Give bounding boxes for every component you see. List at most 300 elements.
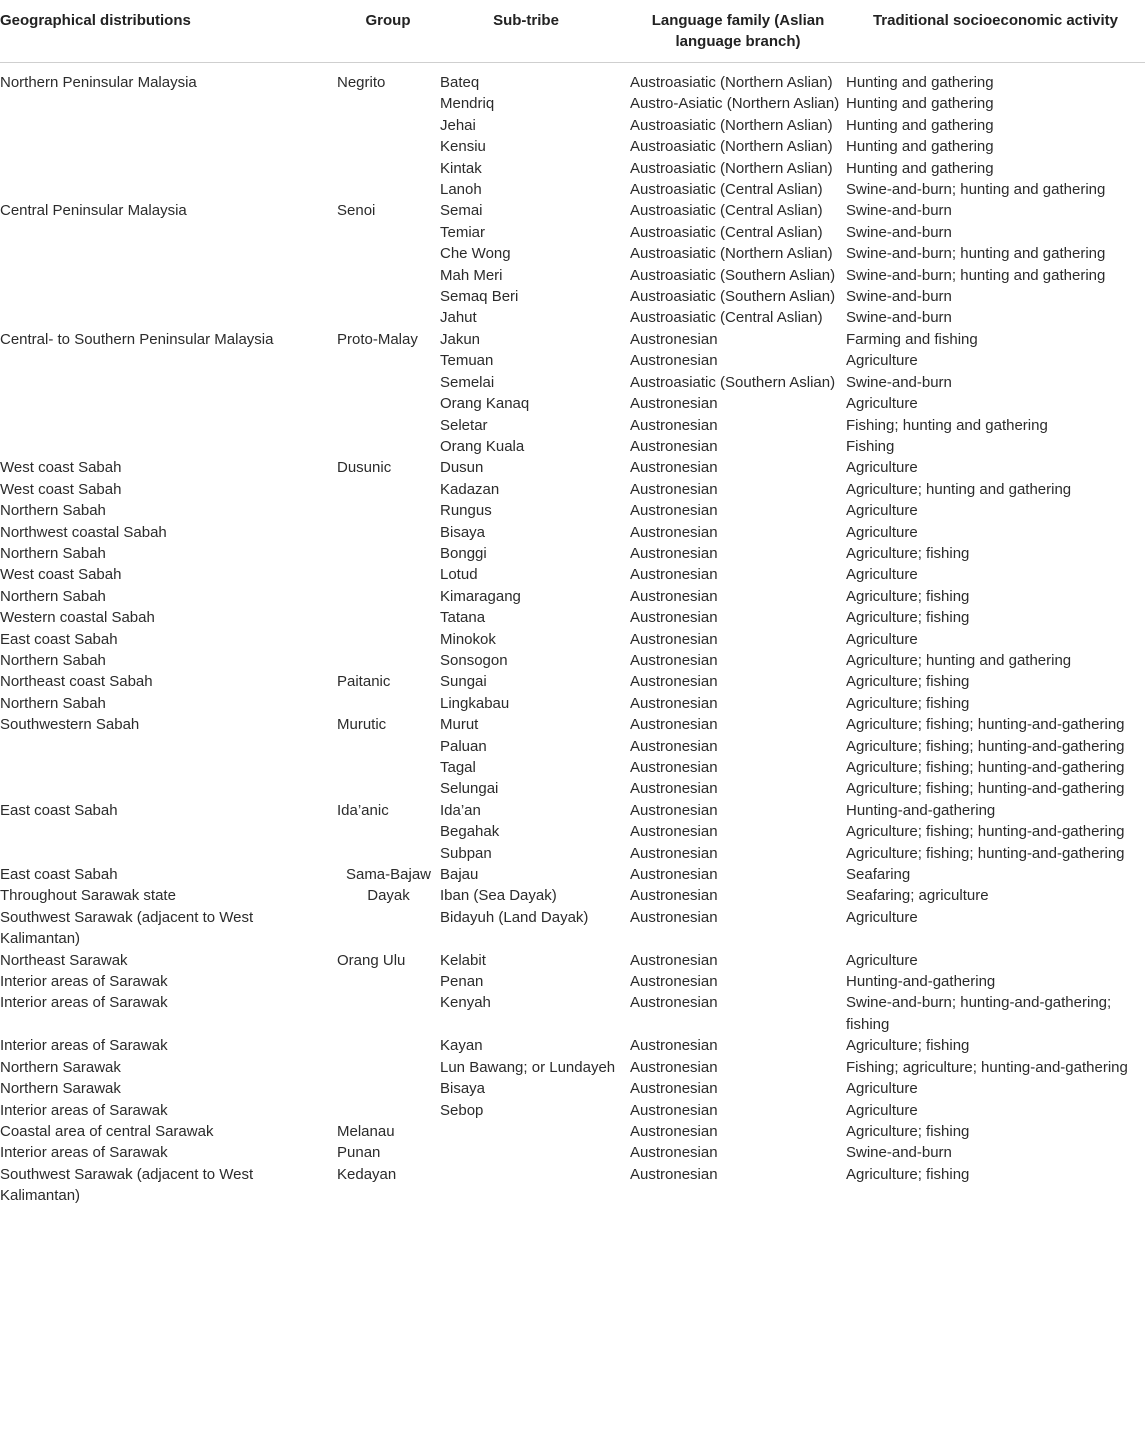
- language-cell: Austronesian: [630, 502, 718, 520]
- language-cell: Austronesian: [630, 823, 718, 841]
- language-cell: Austroasiatic (Southern Aslian): [630, 266, 836, 284]
- sub-tribe-cell: Kensiu: [440, 138, 486, 156]
- sub-tribe-cell: Semai: [440, 202, 483, 220]
- sub-tribe-cell: Kimaragang: [440, 587, 521, 605]
- activity-cell: Agriculture; fishing: [846, 587, 970, 605]
- language-cell: Austroasiatic (Central Aslian): [630, 181, 823, 199]
- activity-cell: Agriculture: [846, 352, 918, 370]
- language-cell: Austronesian: [630, 1144, 718, 1162]
- activity-cell: Agriculture; fishing: [846, 694, 970, 712]
- geo-cell: Interior areas of Sarawak: [0, 1037, 168, 1055]
- sub-tribe-cell: Dusun: [440, 459, 484, 477]
- sub-tribe-cell: Kenyah: [440, 994, 491, 1012]
- activity-cell: Agriculture; fishing: [846, 1165, 970, 1183]
- activity-cell: Agriculture; fishing; hunting-and-gathering: [846, 823, 1125, 841]
- language-cell: Austronesian: [630, 523, 718, 541]
- sub-tribe-cell: Minokok: [440, 630, 496, 648]
- activity-cell: Seafaring: [846, 866, 911, 884]
- header-sub-tribe: Sub-tribe: [440, 0, 630, 63]
- activity-cell: Agriculture: [846, 502, 918, 520]
- geo-cell: [0, 243, 336, 264]
- group-cell: Melanau: [337, 1122, 395, 1140]
- group-cell: [336, 543, 440, 564]
- language-cell: Austroasiatic (Central Aslian): [630, 223, 823, 241]
- group-cell: [336, 136, 440, 157]
- activity-cell: Swine-and-burn: [846, 223, 952, 241]
- sub-tribe-cell: Kintak: [440, 159, 482, 177]
- group-cell: Orang Ulu: [337, 951, 406, 969]
- activity-cell: Hunting-and-gathering: [846, 973, 996, 991]
- group-cell: [336, 907, 440, 950]
- table-row: [0, 714, 1145, 735]
- activity-cell: Agriculture; fishing: [846, 544, 970, 562]
- geo-cell: Northern Sarawak: [0, 1080, 121, 1098]
- sub-tribe-cell: Sonsogon: [440, 651, 508, 669]
- geo-cell: [0, 158, 336, 179]
- sub-tribe-cell: Bisaya: [440, 523, 486, 541]
- group-cell: [336, 286, 440, 307]
- activity-cell: Hunting and gathering: [846, 116, 994, 134]
- group-cell: [336, 992, 440, 1035]
- sub-tribe-cell: Penan: [440, 973, 484, 991]
- language-cell: Austronesian: [630, 395, 718, 413]
- language-cell: Austronesian: [630, 566, 718, 584]
- group-cell: [336, 971, 440, 992]
- group-cell: Murutic: [337, 716, 387, 734]
- language-cell: Austronesian: [630, 1165, 718, 1183]
- language-cell: Austronesian: [630, 459, 718, 477]
- activity-cell: Hunting and gathering: [846, 138, 994, 156]
- geo-cell: [0, 778, 336, 799]
- group-cell: [336, 693, 440, 714]
- table-header: [0, 0, 1145, 63]
- table-row: [0, 1142, 1145, 1163]
- table-row: [0, 329, 1145, 350]
- group-cell: Ida’anic: [337, 801, 389, 819]
- activity-cell: Agriculture: [846, 566, 918, 584]
- table-row: [0, 1057, 1145, 1078]
- geo-cell: Interior areas of Sarawak: [0, 1101, 168, 1119]
- table-row: [0, 843, 1145, 864]
- sub-tribe-cell: Seletar: [440, 416, 488, 434]
- group-cell: [336, 179, 440, 200]
- language-cell: Austronesian: [630, 801, 718, 819]
- activity-cell: Swine-and-burn: [846, 309, 952, 327]
- sub-tribe-cell: Semaq Beri: [440, 288, 519, 306]
- geo-cell: [0, 307, 336, 328]
- language-cell: Austronesian: [630, 908, 718, 926]
- sub-tribe-cell: [440, 1121, 630, 1142]
- language-cell: Austronesian: [630, 973, 718, 991]
- sub-tribe-cell: Kadazan: [440, 480, 500, 498]
- geo-cell: Northeast Sarawak: [0, 951, 128, 969]
- activity-cell: Swine-and-burn: [846, 202, 952, 220]
- sub-tribe-cell: Murut: [440, 716, 479, 734]
- table-row: [0, 800, 1145, 821]
- group-cell: [336, 479, 440, 500]
- group-cell: [336, 843, 440, 864]
- group-cell: [336, 243, 440, 264]
- activity-cell: Swine-and-burn; hunting-and-gathering; fishing: [846, 994, 1112, 1033]
- table-row: [0, 457, 1145, 478]
- table-row: [0, 522, 1145, 543]
- geo-cell: [0, 393, 336, 414]
- table-row: [0, 500, 1145, 521]
- sub-tribe-cell: Bidayuh (Land Dayak): [440, 908, 589, 926]
- table-row: [0, 992, 1145, 1035]
- group-cell: [336, 93, 440, 114]
- activity-cell: Agriculture; fishing: [846, 673, 970, 691]
- geo-cell: [0, 436, 336, 457]
- group-cell: [336, 1078, 440, 1099]
- table-row: [0, 179, 1145, 200]
- activity-cell: Agriculture; fishing; hunting-and-gathering: [846, 716, 1125, 734]
- language-cell: Austronesian: [630, 437, 718, 455]
- group-cell: [336, 1035, 440, 1056]
- group-cell: [336, 607, 440, 628]
- geo-cell: Interior areas of Sarawak: [0, 994, 168, 1012]
- activity-cell: Agriculture: [846, 1101, 918, 1119]
- group-cell: Senoi: [337, 202, 376, 220]
- activity-cell: Agriculture: [846, 630, 918, 648]
- group-cell: [336, 778, 440, 799]
- group-cell: [336, 222, 440, 243]
- sub-tribe-cell: Temuan: [440, 352, 494, 370]
- geo-cell: Northern Peninsular Malaysia: [0, 74, 197, 91]
- table-row: [0, 821, 1145, 842]
- sub-tribe-cell: Jakun: [440, 330, 481, 348]
- geo-cell: [0, 265, 336, 286]
- geo-cell: East coast Sabah: [0, 801, 118, 819]
- activity-cell: Farming and fishing: [846, 330, 978, 348]
- group-cell: [336, 158, 440, 179]
- table-row: [0, 1078, 1145, 1099]
- activity-cell: Agriculture; hunting and gathering: [846, 651, 1072, 669]
- activity-cell: Agriculture; fishing: [846, 609, 970, 627]
- language-cell: Austronesian: [630, 480, 718, 498]
- group-cell: [336, 415, 440, 436]
- table-row: [0, 885, 1145, 906]
- geo-cell: [0, 286, 336, 307]
- table-row: [0, 372, 1145, 393]
- language-cell: Austronesian: [630, 1101, 718, 1119]
- activity-cell: Swine-and-burn; hunting and gathering: [846, 266, 1106, 284]
- sub-tribe-cell: Mah Meri: [440, 266, 503, 284]
- sub-tribe-cell: Jehai: [440, 116, 476, 134]
- sub-tribe-cell: Lotud: [440, 566, 478, 584]
- activity-cell: Fishing; agriculture; hunting-and-gathering: [846, 1058, 1128, 1076]
- table-row: [0, 864, 1145, 885]
- geo-cell: West coast Sabah: [0, 566, 122, 584]
- language-cell: Austronesian: [630, 716, 718, 734]
- activity-cell: Agriculture; fishing; hunting-and-gathering: [846, 780, 1125, 798]
- language-cell: Austronesian: [630, 1122, 718, 1140]
- table-row: [0, 115, 1145, 136]
- table-row: [0, 693, 1145, 714]
- sub-tribe-cell: [440, 1142, 630, 1163]
- table-row: [0, 1100, 1145, 1121]
- activity-cell: Seafaring; agriculture: [846, 887, 989, 905]
- sub-tribe-cell: Ida’an: [440, 801, 481, 819]
- activity-cell: Agriculture: [846, 459, 918, 477]
- group-cell: [336, 436, 440, 457]
- activity-cell: Agriculture; hunting and gathering: [846, 480, 1072, 498]
- activity-cell: Agriculture; fishing: [846, 1037, 970, 1055]
- group-cell: Sama-Bajaw: [345, 866, 432, 884]
- language-cell: Austronesian: [630, 587, 718, 605]
- geo-cell: Southwest Sarawak (adjacent to West Kalimantan): [0, 1165, 254, 1205]
- geo-cell: Central- to Southern Peninsular Malaysia: [0, 330, 274, 348]
- language-cell: Austroasiatic (Northern Aslian): [630, 74, 833, 91]
- geo-cell: Northern Sabah: [0, 544, 106, 562]
- activity-cell: Hunting and gathering: [846, 159, 994, 177]
- geo-cell: [0, 136, 336, 157]
- activity-cell: Agriculture: [846, 908, 918, 926]
- activity-cell: Agriculture: [846, 951, 918, 969]
- language-cell: Austroasiatic (Northern Aslian): [630, 138, 833, 156]
- table-row: [0, 950, 1145, 971]
- group-cell: [336, 629, 440, 650]
- table-row: [0, 286, 1145, 307]
- activity-cell: Swine-and-burn; hunting and gathering: [846, 245, 1106, 263]
- geo-cell: Western coastal Sabah: [0, 609, 155, 627]
- sub-tribe-cell: Paluan: [440, 737, 487, 755]
- table-row: [0, 607, 1145, 628]
- table-row: [0, 63, 1145, 94]
- group-cell: Paitanic: [337, 673, 391, 691]
- sub-tribe-cell: Semelai: [440, 373, 495, 391]
- sub-tribe-cell: Che Wong: [440, 245, 511, 263]
- geo-cell: [0, 350, 336, 371]
- language-cell: Austronesian: [630, 544, 718, 562]
- activity-cell: Hunting-and-gathering: [846, 801, 996, 819]
- table-row: [0, 778, 1145, 799]
- geo-cell: [0, 736, 336, 757]
- activity-cell: Agriculture: [846, 1080, 918, 1098]
- language-cell: Austronesian: [630, 866, 718, 884]
- geo-cell: Interior areas of Sarawak: [0, 1144, 168, 1162]
- geo-cell: [0, 115, 336, 136]
- language-cell: Austronesian: [630, 994, 718, 1012]
- table-row: [0, 1164, 1145, 1207]
- sub-tribe-cell: Tagal: [440, 759, 476, 776]
- sub-tribe-cell: Kelabit: [440, 951, 486, 969]
- table-row: [0, 415, 1145, 436]
- geo-cell: Southwestern Sabah: [0, 716, 140, 734]
- activity-cell: Swine-and-burn: [846, 288, 952, 306]
- table-row: [0, 243, 1145, 264]
- sub-tribe-cell: Begahak: [440, 823, 500, 841]
- geo-cell: [0, 415, 336, 436]
- table-row: [0, 757, 1145, 778]
- table-row: [0, 265, 1145, 286]
- table-row: [0, 350, 1145, 371]
- sub-tribe-cell: Iban (Sea Dayak): [440, 887, 557, 905]
- table-row: [0, 650, 1145, 671]
- language-cell: Austroasiatic (Southern Aslian): [630, 373, 836, 391]
- group-cell: [336, 307, 440, 328]
- geo-cell: Northern Sarawak: [0, 1058, 121, 1076]
- language-cell: Austronesian: [630, 737, 718, 755]
- geo-cell: East coast Sabah: [0, 866, 118, 884]
- table-row: [0, 736, 1145, 757]
- activity-cell: Fishing; hunting and gathering: [846, 416, 1048, 434]
- geo-cell: [0, 843, 336, 864]
- geo-cell: Northeast coast Sabah: [0, 673, 153, 691]
- language-cell: Austroasiatic (Northern Aslian): [630, 245, 833, 263]
- language-cell: Austronesian: [630, 330, 718, 348]
- language-cell: Austronesian: [630, 1037, 718, 1055]
- group-cell: Kedayan: [337, 1165, 397, 1183]
- table-row: [0, 543, 1145, 564]
- language-cell: Austronesian: [630, 1058, 718, 1076]
- geo-cell: Northern Sabah: [0, 694, 106, 712]
- activity-cell: Agriculture: [846, 523, 918, 541]
- geo-cell: [0, 372, 336, 393]
- geo-cell: [0, 93, 336, 114]
- table-row: [0, 907, 1145, 950]
- geo-cell: Northern Sabah: [0, 651, 106, 669]
- sub-tribe-cell: Jahut: [440, 309, 477, 327]
- geo-cell: Southwest Sarawak (adjacent to West Kalimantan): [0, 908, 254, 948]
- activity-cell: Agriculture; fishing: [846, 1122, 970, 1140]
- sub-tribe-cell: Subpan: [440, 844, 492, 862]
- table-row: [0, 479, 1145, 500]
- table-row: [0, 393, 1145, 414]
- geo-cell: [0, 179, 336, 200]
- sub-tribe-cell: Lanoh: [440, 181, 482, 199]
- geo-cell: Central Peninsular Malaysia: [0, 202, 187, 220]
- group-cell: [336, 115, 440, 136]
- group-cell: [336, 500, 440, 521]
- header-row: [0, 0, 1145, 63]
- sub-tribe-cell: Orang Kuala: [440, 437, 525, 455]
- table-row: [0, 436, 1145, 457]
- language-cell: Austronesian: [630, 844, 718, 862]
- geo-cell: Northern Sabah: [0, 502, 106, 520]
- language-cell: Austro-Asiatic (Northern Aslian): [630, 95, 840, 113]
- sub-tribe-cell: Rungus: [440, 502, 492, 520]
- activity-cell: Hunting and gathering: [846, 74, 994, 91]
- sub-tribe-cell: Mendriq: [440, 95, 495, 113]
- header-language-family: Language family (Aslian language branch): [630, 0, 846, 63]
- sub-tribe-cell: Sebop: [440, 1101, 484, 1119]
- header-geographical-distributions: Geographical distributions: [0, 0, 336, 63]
- table-row: [0, 1035, 1145, 1056]
- sub-tribe-cell: Lingkabau: [440, 694, 510, 712]
- language-cell: Austronesian: [630, 1080, 718, 1098]
- geo-cell: Northwest coastal Sabah: [0, 523, 167, 541]
- activity-cell: Agriculture: [846, 395, 918, 413]
- language-cell: Austronesian: [630, 673, 718, 691]
- table-row: [0, 971, 1145, 992]
- table-row: [0, 93, 1145, 114]
- group-cell: [336, 564, 440, 585]
- group-cell: [336, 736, 440, 757]
- language-cell: Austroasiatic (Central Aslian): [630, 309, 823, 327]
- table-row: [0, 136, 1145, 157]
- group-cell: Punan: [337, 1144, 381, 1162]
- geo-cell: East coast Sabah: [0, 630, 118, 648]
- header-socioeconomic-activity: Traditional socioeconomic activity: [846, 0, 1145, 63]
- sub-tribe-cell: Bonggi: [440, 544, 487, 562]
- geo-cell: Interior areas of Sarawak: [0, 973, 168, 991]
- language-cell: Austroasiatic (Central Aslian): [630, 202, 823, 220]
- table-row: [0, 629, 1145, 650]
- group-cell: Proto-Malay: [337, 330, 418, 348]
- sub-tribe-cell: Sungai: [440, 673, 487, 691]
- language-cell: Austronesian: [630, 694, 718, 712]
- header-group: Group: [336, 0, 440, 63]
- table-row: [0, 586, 1145, 607]
- group-cell: Dusunic: [337, 459, 392, 477]
- geo-cell: Throughout Sarawak state: [0, 887, 176, 905]
- language-cell: Austronesian: [630, 780, 718, 798]
- language-cell: Austronesian: [630, 416, 718, 434]
- activity-cell: Agriculture; fishing; hunting-and-gathering: [846, 759, 1125, 776]
- language-cell: Austroasiatic (Northern Aslian): [630, 116, 833, 134]
- sub-tribe-cell: Temiar: [440, 223, 486, 241]
- table-row: [0, 671, 1145, 692]
- group-cell: [336, 821, 440, 842]
- geo-cell: West coast Sabah: [0, 459, 122, 477]
- activity-cell: Agriculture; fishing; hunting-and-gathering: [846, 737, 1125, 755]
- sub-tribe-cell: Kayan: [440, 1037, 483, 1055]
- sub-tribe-cell: Bajau: [440, 866, 479, 884]
- table-row: [0, 564, 1145, 585]
- group-cell: [336, 1057, 440, 1078]
- sub-tribe-cell: Bisaya: [440, 1080, 486, 1098]
- group-cell: [336, 393, 440, 414]
- language-cell: Austronesian: [630, 951, 718, 969]
- geo-cell: [0, 222, 336, 243]
- sub-tribe-cell: Selungai: [440, 780, 499, 798]
- sub-tribe-cell: Orang Kanaq: [440, 395, 530, 413]
- group-cell: [336, 265, 440, 286]
- geo-cell: Coastal area of central Sarawak: [0, 1122, 214, 1140]
- table-row: [0, 200, 1145, 221]
- group-cell: [336, 586, 440, 607]
- table-row: [0, 307, 1145, 328]
- group-cell: [336, 650, 440, 671]
- language-cell: Austronesian: [630, 609, 718, 627]
- group-cell: [336, 522, 440, 543]
- group-cell: [336, 1100, 440, 1121]
- group-cell: [336, 757, 440, 778]
- table-row: [0, 222, 1145, 243]
- activity-cell: Agriculture; fishing; hunting-and-gathering: [846, 844, 1125, 862]
- geo-cell: Northern Sabah: [0, 587, 106, 605]
- group-cell: Dayak: [367, 887, 410, 905]
- sub-tribe-cell: Bateq: [440, 74, 480, 91]
- table-body: [0, 63, 1145, 1207]
- language-cell: Austronesian: [630, 630, 718, 648]
- group-cell: [336, 350, 440, 371]
- geo-cell: [0, 757, 336, 778]
- language-cell: Austronesian: [630, 887, 718, 905]
- geo-cell: [0, 821, 336, 842]
- group-cell: Negrito: [337, 74, 386, 91]
- sub-tribe-cell: [440, 1164, 630, 1207]
- language-cell: Austroasiatic (Southern Aslian): [630, 288, 836, 306]
- activity-cell: Fishing: [846, 437, 895, 455]
- language-cell: Austroasiatic (Northern Aslian): [630, 159, 833, 177]
- activity-cell: Hunting and gathering: [846, 95, 994, 113]
- activity-cell: Swine-and-burn: [846, 373, 952, 391]
- sub-tribe-cell: Tatana: [440, 609, 486, 627]
- table-row: [0, 158, 1145, 179]
- language-cell: Austronesian: [630, 651, 718, 669]
